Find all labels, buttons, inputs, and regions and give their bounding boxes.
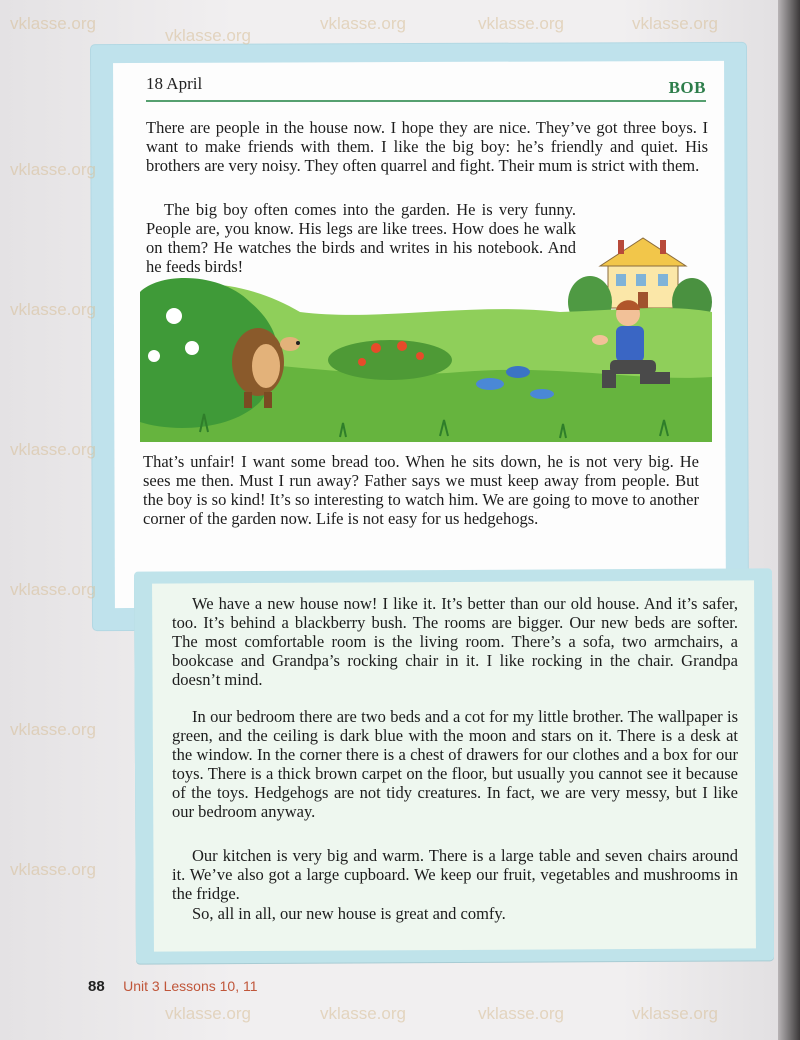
- watermark: vklasse.org: [632, 14, 718, 33]
- watermark: vklasse.org: [10, 160, 96, 179]
- new-house-paragraph-4: So, all in all, our new house is great and comfy.: [192, 904, 506, 923]
- diary-header: [146, 72, 706, 106]
- new-house-paragraph-1: We have a new house now! I like it. It’s better than our old house. And it’s safer, too. It’s behind a blackberry bush. The rooms are bigger. Our new beds are softer. The most comfortable room is the living room. There’s a sofa, two armchairs, a bookcase and Grandpa’s rocking chair in it. I like rocking in the chair. Grandpa doesn’t mind.: [172, 594, 738, 689]
- watermark: vklasse.org: [10, 860, 96, 879]
- unit-label: Unit 3 Lessons 10, 11: [123, 978, 258, 994]
- header-rule: [146, 100, 706, 102]
- watermark: vklasse.org: [10, 440, 96, 459]
- new-house-paragraph-3: Our kitchen is very big and warm. There is a large table and seven chairs around it. We’ve also got a large cupboard. We keep our fruit, vegetables and mushrooms in the fridge.: [172, 846, 738, 903]
- new-house-paragraph-2: In our bedroom there are two beds and a cot for my little brother. The wallpaper is green, and the ceiling is dark blue with the moon and stars on it. There is a desk at the window. In the corner there is a chest of drawers for our clothes and a box for our toys. There is a thick brown carpet on the floor, but usually you cannot see it because of the toys. Hedgehogs are not tidy creatures. In fact, we are very messy, but I like our bedroom anyway.: [172, 707, 738, 821]
- page-number: 88: [88, 978, 105, 995]
- watermark: vklasse.org: [478, 1004, 564, 1023]
- watermark: vklasse.org: [320, 1004, 406, 1023]
- book-spine: [778, 0, 800, 1040]
- diary-author: BOB: [668, 78, 706, 97]
- diary-paragraph-3: That’s unfair! I want some bread too. When he sits down, he is not very big. He sees me then. Must I run away? Father says we must keep away from people. But the boy is so kind! It’s so interesting to watch him. We are going to move to another corner of the garden now. Life is not easy for us hedgehogs.: [143, 452, 699, 528]
- watermark: vklasse.org: [632, 1004, 718, 1023]
- watermark: vklasse.org: [10, 300, 96, 319]
- watermark: vklasse.org: [165, 1004, 251, 1023]
- garden-illustration: [140, 232, 712, 442]
- diary-date: 18 April: [146, 74, 203, 93]
- watermark: vklasse.org: [10, 580, 96, 599]
- page-footer: [88, 978, 258, 996]
- watermark: vklasse.org: [320, 14, 406, 33]
- diary-paragraph-1: There are people in the house now. I hope they are nice. They’ve got three boys. I want to make friends with them. I like the big boy: he’s friendly and quiet. His brothers are very noisy. They often quarrel and fight. Their mum is strict with them.: [146, 118, 708, 175]
- watermark: vklasse.org: [165, 26, 251, 45]
- watermark: vklasse.org: [10, 720, 96, 739]
- watermark: vklasse.org: [478, 14, 564, 33]
- watermark: vklasse.org: [10, 14, 96, 33]
- diary-paragraph-2: The big boy often comes into the garden. He is very funny. People are, you know. His legs are like trees. How does he walk on them? He watches the birds and writes in his notebook. And he feeds birds!: [146, 200, 576, 276]
